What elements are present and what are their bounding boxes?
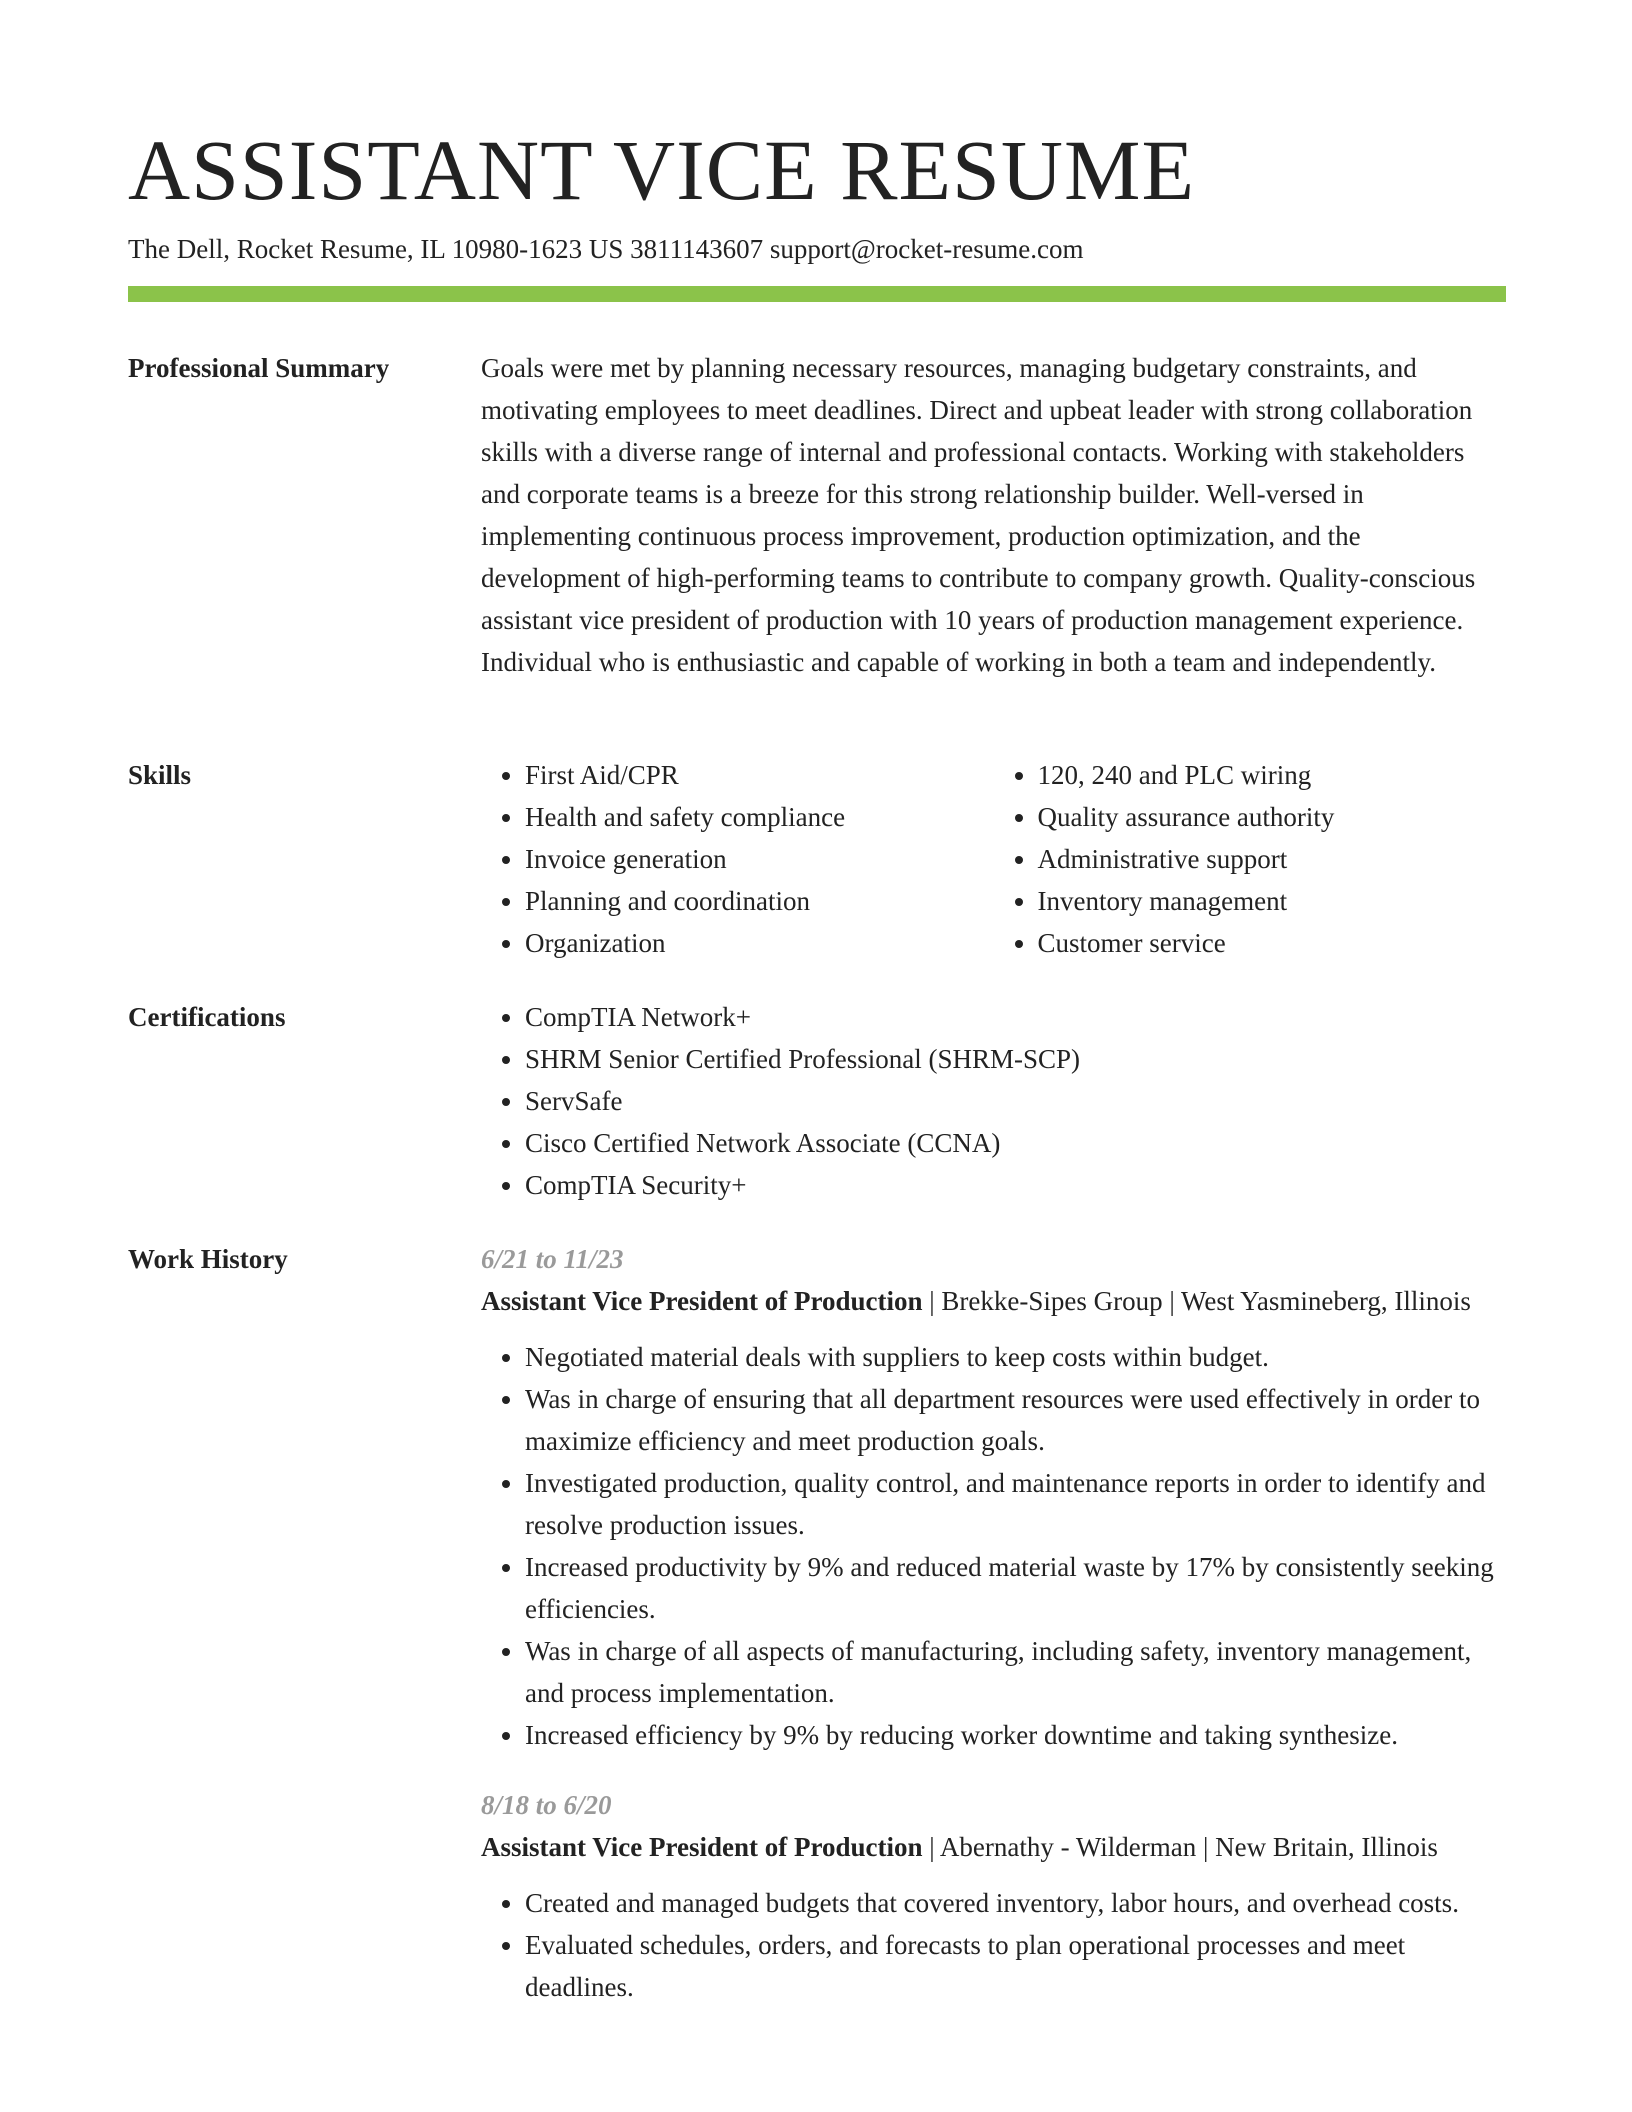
job-company: Brekke-Sipes Group bbox=[941, 1286, 1163, 1316]
certification-item: • CompTIA Network+ bbox=[525, 996, 1506, 1038]
skill-item: • Customer service bbox=[1038, 922, 1507, 964]
contact-email[interactable]: support@rocket-resume.com bbox=[769, 234, 1084, 264]
job-bullets bbox=[481, 1882, 1506, 2008]
certification-item: • Cisco Certified Network Associate (CCNA) bbox=[525, 1122, 1506, 1164]
skill-item: • Health and safety compliance bbox=[525, 796, 994, 838]
job-bullet: • Negotiated material deals with suppliers to keep costs within budget. bbox=[525, 1336, 1506, 1378]
job-dates: 8/18 to 6/20 bbox=[481, 1790, 612, 1820]
header-divider bbox=[128, 286, 1506, 302]
job-dates: 6/21 to 11/23 bbox=[481, 1244, 624, 1274]
contact-address: The Dell, Rocket Resume, IL 10980-1623 US bbox=[128, 234, 624, 264]
certification-item: • CompTIA Security+ bbox=[525, 1164, 1506, 1206]
job-location: West Yasmineberg, Illinois bbox=[1181, 1286, 1471, 1316]
contact-phone: 3811143607 bbox=[630, 234, 764, 264]
job-entry bbox=[481, 1238, 1506, 1756]
certifications-label: Certifications bbox=[128, 1002, 286, 1032]
work-history-label: Work History bbox=[128, 1244, 288, 1274]
certifications-list bbox=[481, 996, 1506, 1206]
skills-body bbox=[481, 754, 1506, 964]
job-bullet: • Created and managed budgets that covered inventory, labor hours, and overhead costs. bbox=[525, 1882, 1506, 1924]
summary-body bbox=[481, 347, 1506, 683]
summary-label: Professional Summary bbox=[128, 353, 390, 383]
job-title: Assistant Vice President of Production bbox=[481, 1832, 923, 1862]
job-bullet: • Investigated production, quality control, and maintenance reports in order to identify and resolve production issues. bbox=[525, 1462, 1506, 1546]
skill-item: • First Aid/CPR bbox=[525, 754, 994, 796]
certification-item: • ServSafe bbox=[525, 1080, 1506, 1122]
job-title: Assistant Vice President of Production bbox=[481, 1286, 923, 1316]
job-bullet: • Increased productivity by 9% and reduced material waste by 17% by consistently seeking efficiencies. bbox=[525, 1546, 1506, 1630]
work-history-body bbox=[481, 1238, 1506, 2008]
skill-item: • Inventory management bbox=[1038, 880, 1507, 922]
job-bullet: • Was in charge of ensuring that all department resources were used effectively in order to maximize efficiency and meet production goals. bbox=[525, 1378, 1506, 1462]
skill-item: • Administrative support bbox=[1038, 838, 1507, 880]
skill-item: • 120, 240 and PLC wiring bbox=[1038, 754, 1507, 796]
job-heading: Assistant Vice President of Production | Abernathy - Wilderman | New Britain, Illinois bbox=[481, 1832, 1438, 1862]
skill-item: • Planning and coordination bbox=[525, 880, 994, 922]
job-company: Abernathy - Wilderman bbox=[939, 1832, 1197, 1862]
resume-title: ASSISTANT VICE RESUME bbox=[128, 122, 1195, 218]
job-location: New Britain, Illinois bbox=[1215, 1832, 1438, 1862]
skill-item: • Quality assurance authority bbox=[1038, 796, 1507, 838]
job-entry bbox=[481, 1784, 1506, 2008]
skills-label: Skills bbox=[128, 760, 192, 790]
skills-column-1 bbox=[481, 754, 994, 964]
certifications-body bbox=[481, 996, 1506, 1206]
contact-line bbox=[128, 230, 1083, 268]
job-bullets bbox=[481, 1336, 1506, 1756]
job-bullet: • Was in charge of all aspects of manufacturing, including safety, inventory management, and process implementation. bbox=[525, 1630, 1506, 1714]
certification-item: • SHRM Senior Certified Professional (SHRM-SCP) bbox=[525, 1038, 1506, 1080]
skill-item: • Invoice generation bbox=[525, 838, 994, 880]
skill-item: • Organization bbox=[525, 922, 994, 964]
job-bullet: • Increased efficiency by 9% by reducing worker downtime and taking synthesize. bbox=[525, 1714, 1506, 1756]
job-heading: Assistant Vice President of Production | Brekke-Sipes Group | West Yasmineberg, Illinois bbox=[481, 1286, 1471, 1316]
summary-text: Goals were met by planning necessary resources, managing budgetary constraints, and motivating employees to meet deadlines. Direct and upbeat leader with strong collaboration skills with a diverse range of internal and professional contacts. Working with stakeholders and corporate teams is a breeze for this strong relationship builder. Well-versed in implementing continuous process improvement, production optimization, and the development of high-performing teams to contribute to company growth. Quality-conscious assistant vice president of production with 10 years of production management experience. Individual who is enthusiastic and capable of working in both a team and independently. bbox=[481, 353, 1476, 677]
job-bullet: • Evaluated schedules, orders, and forecasts to plan operational processes and meet deadlines. bbox=[525, 1924, 1506, 2008]
skills-column-2 bbox=[994, 754, 1507, 964]
